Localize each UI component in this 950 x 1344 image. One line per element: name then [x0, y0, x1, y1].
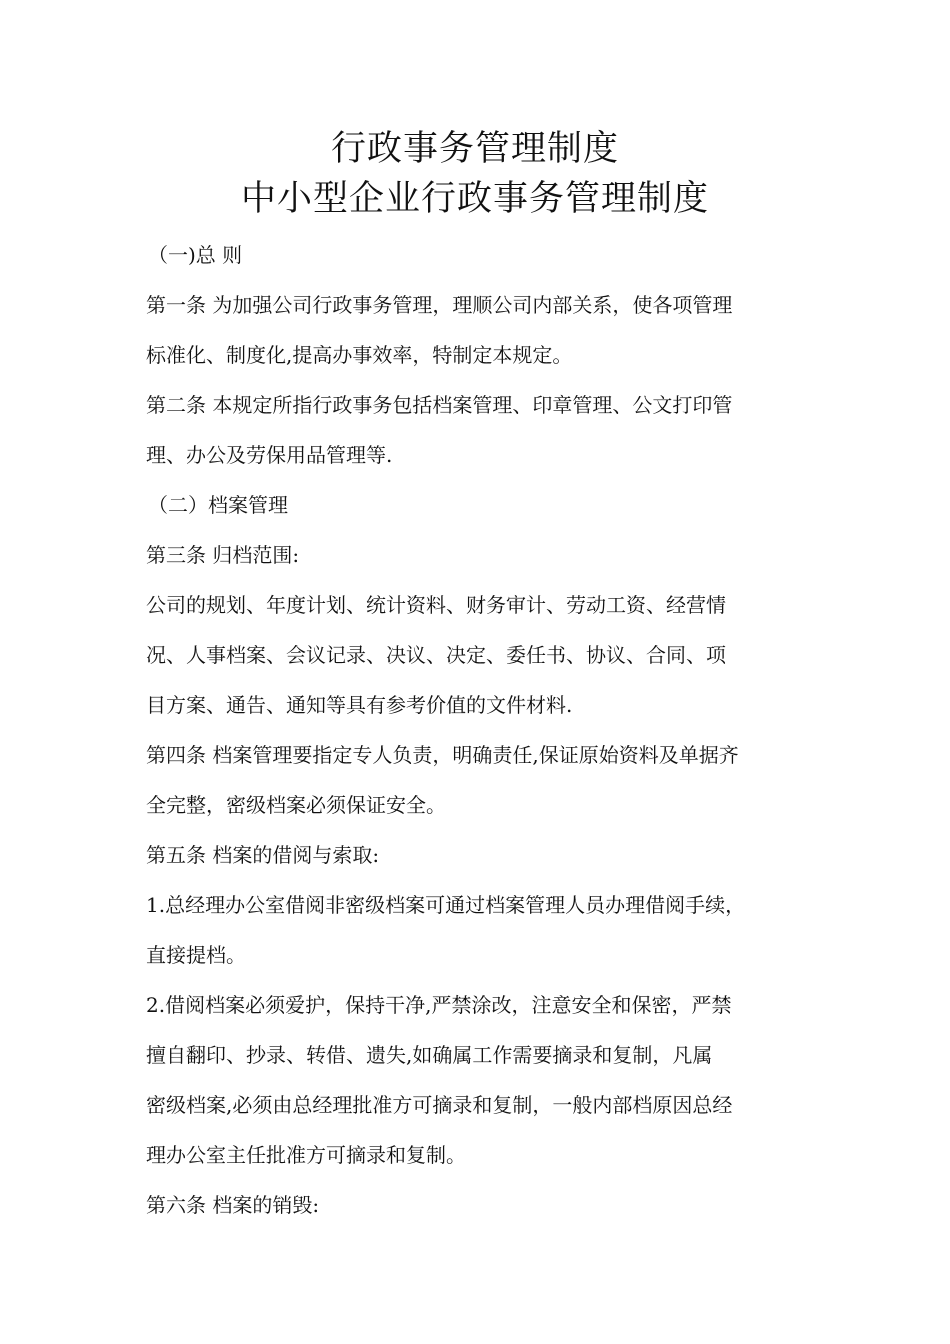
document-subtitle: 中小型企业行政事务管理制度 [240, 179, 709, 219]
article-1-line-1: 第一条 为加强公司行政事务管理，理顺公司内部关系，使各项管理 [146, 293, 733, 317]
article-2-line-2: 理、办公及劳保用品管理等. [146, 443, 393, 467]
article-5-item-2-line-4: 理办公室主任批准方可摘录和复制。 [146, 1143, 466, 1167]
document-title: 行政事务管理制度 [330, 129, 619, 169]
section-heading-archives: （二）档案管理 [148, 493, 288, 517]
title-block [0, 124, 950, 224]
article-2-line-1: 第二条 本规定所指行政事务包括档案管理、印章管理、公文打印管 [146, 393, 733, 417]
article-5-item-2-line-3: 密级档案,必须由总经理批准方可摘录和复制，一般内部档原因总经 [146, 1093, 733, 1117]
article-3-line-1: 公司的规划、年度计划、统计资料、财务审计、劳动工资、经营情 [146, 593, 726, 617]
article-5-item-1-line-1: 1.总经理办公室借阅非密级档案可通过档案管理人员办理借阅手续， [146, 893, 746, 917]
article-3-heading: 第三条 归档范围: [146, 543, 300, 567]
article-3-line-3: 目方案、通告、通知等具有参考价值的文件材料. [146, 693, 573, 717]
article-1-line-2: 标准化、制度化,提高办事效率，特制定本规定。 [146, 343, 573, 367]
article-5-item-2-line-1: 2.借阅档案必须爱护，保持干净,严禁涂改，注意安全和保密，严禁 [146, 993, 732, 1017]
article-3-line-2: 况、人事档案、会议记录、决议、决定、委任书、协议、合同、项 [146, 643, 726, 667]
article-5-heading: 第五条 档案的借阅与索取: [146, 843, 380, 867]
article-5-item-2-line-2: 擅自翻印、抄录、转借、遗失,如确属工作需要摘录和复制，凡属 [146, 1043, 713, 1067]
document-body [146, 230, 806, 1230]
article-4-line-2: 全完整，密级档案必须保证安全。 [146, 793, 446, 817]
article-6-heading: 第六条 档案的销毁: [146, 1193, 320, 1217]
article-4-line-1: 第四条 档案管理要指定专人负责，明确责任,保证原始资料及单据齐 [146, 743, 739, 767]
section-heading-general: （一)总 则 [148, 243, 243, 267]
article-5-item-1-line-2: 直接提档。 [146, 943, 246, 967]
